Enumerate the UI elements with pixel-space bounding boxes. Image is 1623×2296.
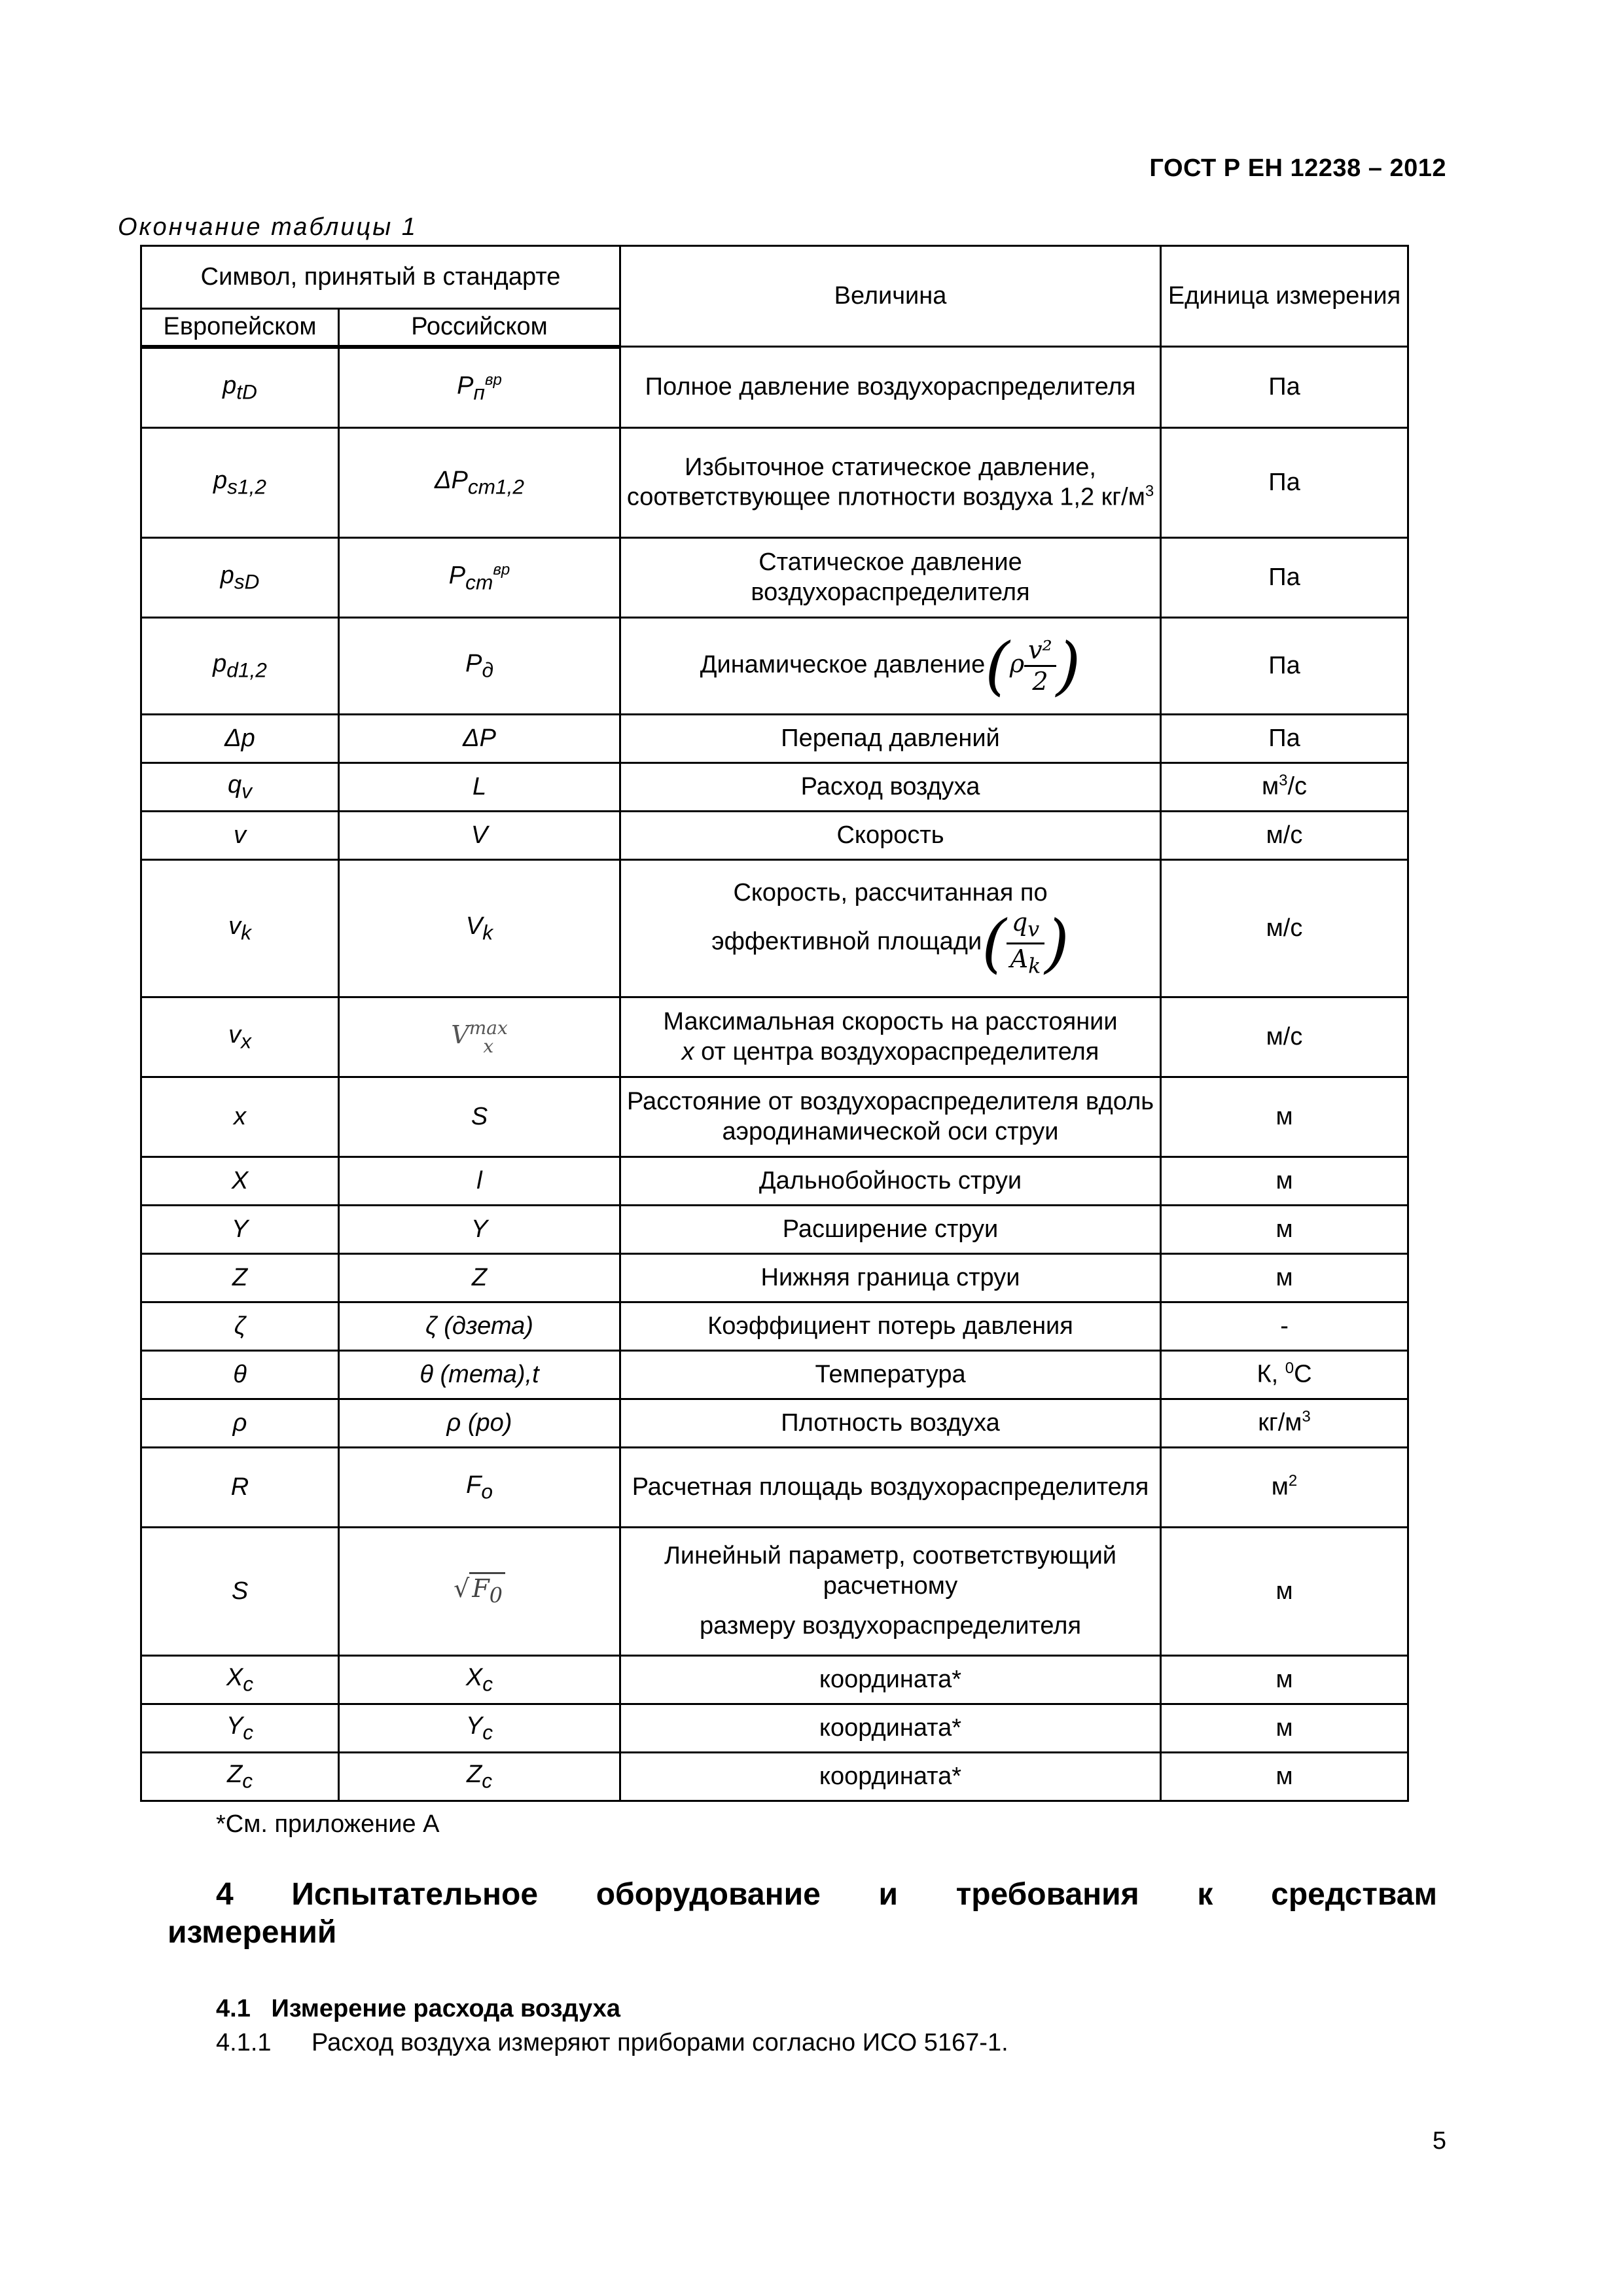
table-row [141, 1077, 1408, 1157]
denominator [1024, 667, 1056, 697]
cell-russian-symbol [339, 1254, 620, 1302]
symbol-base: P [448, 562, 466, 590]
header-russian: Российском [339, 309, 620, 347]
unit-text: кг/м [1258, 1409, 1302, 1437]
cell-quantity [620, 763, 1161, 812]
symbol-base: Δp [224, 724, 255, 752]
cell-russian-symbol [339, 860, 620, 997]
paragraph-number: 4.1.1 [216, 2029, 272, 2056]
subsection-number: 4.1 [216, 1995, 251, 2022]
cell-quantity [620, 860, 1161, 997]
unit-superscript: 3 [1302, 1408, 1311, 1426]
symbol-subscript: k [241, 920, 251, 944]
symbol-base: X [231, 1166, 249, 1194]
cell-quantity [620, 1753, 1161, 1801]
cell-russian-symbol [339, 347, 620, 428]
cell-european-symbol [141, 1254, 339, 1302]
quantity-text: Расход воздуха [800, 772, 980, 800]
subsection-4-1 [216, 1995, 620, 2023]
cell-russian-symbol [339, 715, 620, 763]
quantity-line-2 [626, 1037, 1154, 1067]
symbol-base: V [471, 821, 488, 849]
section-title-word: Испытательное [291, 1877, 539, 1912]
cell-unit [1161, 763, 1408, 812]
formula-prefix: ρ [1009, 649, 1025, 679]
cell-unit [1161, 715, 1408, 763]
paren-close: ) [1056, 629, 1081, 703]
unit-text: Па [1268, 372, 1300, 401]
symbol-base: F [472, 1574, 490, 1604]
cell-european-symbol [141, 763, 339, 812]
symbol-base: q [228, 771, 242, 799]
cell-unit [1161, 860, 1408, 997]
symbol-base: ΔP [463, 724, 496, 752]
symbol-subscript: x [241, 1029, 251, 1053]
symbol-base: P [465, 650, 482, 678]
table-row [141, 715, 1408, 763]
denominator [1007, 944, 1045, 979]
paren-close: ) [1044, 906, 1069, 980]
symbol-base: P [457, 372, 474, 400]
unit-text: К, [1257, 1361, 1285, 1389]
cell-quantity [620, 1656, 1161, 1704]
table-row [141, 1399, 1408, 1448]
unit-text: м [1275, 1762, 1293, 1790]
quantity-text: Динамическое давление [700, 651, 986, 679]
cell-russian-symbol [339, 997, 620, 1077]
cell-european-symbol [141, 997, 339, 1077]
cell-russian-symbol [339, 812, 620, 860]
cell-russian-symbol [339, 1753, 620, 1801]
unit-text: м [1275, 1215, 1293, 1243]
cell-unit [1161, 1077, 1408, 1157]
cell-european-symbol [141, 1351, 339, 1399]
unit-text-post: /с [1287, 773, 1308, 801]
table-row [141, 860, 1408, 997]
table-row [141, 538, 1408, 618]
cell-russian-symbol [339, 1206, 620, 1254]
fraction [1007, 908, 1045, 978]
symbol-base: θ (тета),t [419, 1360, 539, 1388]
symbol-base: S [471, 1102, 488, 1130]
table-row [141, 1254, 1408, 1302]
table-row [141, 997, 1408, 1077]
sqrt-radicand [469, 1572, 505, 1608]
table-row [141, 763, 1408, 812]
symbol-subscript: s1,2 [227, 475, 266, 499]
symbol-subscript: cm [465, 570, 493, 594]
cell-unit [1161, 1254, 1408, 1302]
symbol-base: v [228, 912, 241, 941]
cell-russian-symbol [339, 1399, 620, 1448]
cell-unit [1161, 1528, 1408, 1656]
table-row [141, 1656, 1408, 1704]
symbol-base: ρ [232, 1408, 247, 1437]
table-caption: Окончание таблицы 1 [118, 213, 418, 241]
cell-quantity [620, 1399, 1161, 1448]
cell-unit [1161, 1704, 1408, 1753]
table-row [141, 1704, 1408, 1753]
quantity-text: Расчетная площадь воздухораспределителя [632, 1473, 1149, 1501]
symbol-subscript: c [482, 1672, 493, 1696]
symbol-base: ζ (дзета) [425, 1312, 533, 1340]
unit-text: м [1261, 773, 1279, 801]
paragraph-text: Расход воздуха измеряют приборами согласно ИСО 5167-1. [312, 2029, 1008, 2056]
sub-sup-stack [469, 1016, 508, 1057]
symbol-base: R [230, 1473, 249, 1501]
symbol-subscript: c [243, 1720, 254, 1744]
section-title-word: и [878, 1877, 898, 1912]
cell-european-symbol [141, 347, 339, 428]
unit-text: м/с [1266, 914, 1303, 942]
symbol-base: V [465, 912, 483, 941]
unit-text: м [1275, 1713, 1293, 1742]
cell-european-symbol [141, 1206, 339, 1254]
quantity-text: Избыточное статическое давление, соответствующее плотности воздуха 1,2 кг/м [626, 453, 1145, 511]
quantity-text: эффективной площади [711, 927, 982, 956]
quantity-text: Плотность воздуха [781, 1408, 1000, 1437]
quantity-text: Расстояние от воздухораспределителя вдоль аэродинамической оси струи [626, 1088, 1154, 1145]
cell-unit [1161, 1753, 1408, 1801]
unit-text: м/с [1266, 821, 1303, 849]
page-number: 5 [1432, 2127, 1446, 2155]
quantity-text: Нижняя граница струи [760, 1263, 1020, 1291]
cell-russian-symbol [339, 538, 620, 618]
quantity-line-1: Максимальная скорость на расстоянии [663, 1008, 1118, 1035]
symbol-base: Y [231, 1215, 249, 1243]
cell-quantity [620, 1448, 1161, 1528]
unit-superscript: 3 [1279, 772, 1288, 790]
table-row [141, 1351, 1408, 1399]
table-row [141, 1448, 1408, 1528]
symbol-base: S [231, 1577, 249, 1605]
unit-superscript: 0 [1285, 1359, 1294, 1378]
paren-open: ( [982, 906, 1007, 980]
cell-quantity [620, 715, 1161, 763]
cell-russian-symbol [339, 1448, 620, 1528]
cell-unit [1161, 428, 1408, 538]
unit-text: Па [1268, 563, 1300, 591]
quantity-text: от центра воздухораспределителя [694, 1037, 1099, 1066]
cell-european-symbol [141, 812, 339, 860]
cell-russian-symbol [339, 1528, 620, 1656]
section-title-word: оборудование [596, 1877, 821, 1912]
cell-quantity [620, 1206, 1161, 1254]
header-european: Европейском [141, 309, 339, 347]
quantity-line-1: Скорость, рассчитанная по [733, 878, 1048, 906]
section-title-word: к [1197, 1877, 1213, 1912]
section-4-title-line2: измерений [168, 1914, 337, 1950]
cell-russian-symbol [339, 1656, 620, 1704]
table-row [141, 428, 1408, 538]
symbol-base: θ [233, 1360, 247, 1388]
symbol-subscript: п [473, 380, 485, 404]
symbol-base: p [213, 650, 227, 678]
numerator-sub: v [1027, 918, 1040, 942]
section-title-word: требования [955, 1877, 1139, 1912]
cell-european-symbol [141, 1448, 339, 1528]
cell-russian-symbol [339, 763, 620, 812]
quantity-line-2 [626, 908, 1154, 978]
cell-unit [1161, 1157, 1408, 1206]
cell-quantity [620, 618, 1161, 715]
cell-russian-symbol [339, 618, 620, 715]
cell-european-symbol [141, 1157, 339, 1206]
fraction [1024, 636, 1056, 697]
symbol-base: p [223, 372, 237, 400]
cell-quantity [620, 347, 1161, 428]
symbol-subscript: tD [236, 380, 257, 404]
symbol-base: V [451, 1020, 469, 1050]
cell-quantity [620, 997, 1161, 1077]
symbol-base: Z [232, 1263, 248, 1291]
cell-quantity [620, 812, 1161, 860]
unit-text: м [1271, 1473, 1289, 1501]
symbol-subscript: x [483, 1035, 494, 1057]
symbol-base: Z [466, 1761, 482, 1789]
symbol-base: p [213, 467, 228, 495]
cell-russian-symbol [339, 428, 620, 538]
unit-text: м [1275, 1102, 1293, 1130]
symbol-superscript: вр [493, 560, 510, 579]
denominator-text: A [1010, 944, 1029, 973]
symbol-base: L [472, 772, 487, 800]
symbol-subscript: k [482, 920, 493, 944]
quantity-text: Скорость [836, 821, 944, 849]
numerator-text: q [1011, 908, 1028, 937]
symbol-base: Z [471, 1263, 488, 1291]
unit-text: м [1275, 1263, 1293, 1291]
symbol-subscript: c [243, 1672, 254, 1696]
quantity-text: Полное давление воздухораспределителя [645, 372, 1136, 401]
table-row [141, 1302, 1408, 1351]
quantity-text: координата* [819, 1762, 962, 1790]
symbol-base: X [465, 1664, 483, 1692]
denominator-text: 2 [1032, 667, 1048, 696]
symbol-base: v [228, 1021, 241, 1049]
cell-quantity [620, 1302, 1161, 1351]
table-row [141, 618, 1408, 715]
symbol-base: X [226, 1664, 243, 1692]
table-row [141, 1528, 1408, 1656]
cell-quantity [620, 538, 1161, 618]
paragraph-4-1-1 [216, 2029, 1008, 2057]
cell-russian-symbol [339, 1704, 620, 1753]
cell-european-symbol [141, 1753, 339, 1801]
quantity-text: координата* [819, 1665, 962, 1693]
cell-unit [1161, 1448, 1408, 1528]
unit-superscript: 2 [1288, 1472, 1298, 1490]
symbol-subscript: 0 [489, 1584, 503, 1608]
quantity-text: Расширение струи [782, 1215, 999, 1243]
quantity-superscript: 3 [1145, 482, 1154, 501]
cell-european-symbol [141, 1704, 339, 1753]
quantity-text: Статическое давление воздухораспределителя [751, 548, 1030, 606]
symbol-base: ΔP [434, 467, 468, 495]
cell-unit [1161, 1351, 1408, 1399]
cell-european-symbol [141, 1656, 339, 1704]
cell-european-symbol [141, 618, 339, 715]
subsection-title: Измерение расхода воздуха [271, 1995, 620, 2022]
cell-quantity [620, 1704, 1161, 1753]
numerator [1007, 908, 1045, 944]
symbols-table [140, 245, 1409, 1802]
table-row [141, 1157, 1408, 1206]
header-quantity: Величина [620, 246, 1161, 347]
unit-text-post: С [1294, 1361, 1312, 1389]
unit-text: м/с [1266, 1022, 1303, 1050]
quantity-text: Перепад давлений [781, 724, 1000, 752]
cell-quantity [620, 1254, 1161, 1302]
table-row [141, 812, 1408, 860]
symbol-subscript: sD [234, 569, 260, 594]
numerator [1024, 636, 1056, 668]
quantity-text: Коэффициент потерь давления [707, 1312, 1073, 1340]
cell-european-symbol [141, 1399, 339, 1448]
unit-text: Па [1268, 651, 1300, 679]
cell-russian-symbol [339, 1157, 620, 1206]
symbol-subscript: d1,2 [226, 658, 267, 682]
quantity-text: размеру воздухораспределителя [699, 1612, 1082, 1640]
paren-open: ( [985, 629, 1010, 703]
denominator-sub: k [1028, 954, 1041, 978]
cell-unit [1161, 347, 1408, 428]
symbol-base: ρ (ро) [446, 1408, 512, 1437]
cell-unit [1161, 1399, 1408, 1448]
unit-text: Па [1268, 468, 1300, 496]
quantity-text: координата* [819, 1713, 962, 1742]
symbol-base: Z [226, 1761, 243, 1789]
cell-european-symbol [141, 1302, 339, 1351]
section-title-word: средствам [1271, 1877, 1437, 1912]
cell-european-symbol [141, 860, 339, 997]
cell-russian-symbol [339, 1302, 620, 1351]
cell-quantity [620, 1077, 1161, 1157]
unit-text: м [1275, 1665, 1293, 1693]
symbol-subscript: c [242, 1768, 253, 1793]
cell-quantity [620, 428, 1161, 538]
formula [982, 906, 1069, 980]
symbol-subscript: o [481, 1479, 493, 1503]
symbol-base: Y [465, 1712, 483, 1740]
header-symbol-group: Символ, принятый в стандарте [141, 246, 620, 309]
cell-russian-symbol [339, 1351, 620, 1399]
symbol-base: v [234, 821, 246, 849]
symbol-base: l [476, 1166, 482, 1194]
section-4-title [168, 1876, 1437, 1951]
symbol-superscript: max [469, 1016, 508, 1039]
symbol-subscript: cm1,2 [467, 475, 525, 499]
symbol-superscript: вр [484, 370, 502, 389]
sqrt-formula: √ $F_0$ [454, 1572, 505, 1603]
quantity-text: Температура [815, 1360, 966, 1388]
cell-european-symbol [141, 1528, 339, 1656]
symbol-subscript: v [241, 779, 252, 803]
numerator-text: v² [1028, 635, 1052, 664]
footnote: *См. приложение А [216, 1810, 440, 1838]
symbol-formula [451, 1016, 508, 1057]
cell-quantity [620, 1157, 1161, 1206]
cell-unit [1161, 618, 1408, 715]
unit-text: м [1275, 1577, 1293, 1605]
cell-unit [1161, 1302, 1408, 1351]
symbol-base: p [220, 562, 234, 590]
symbol-base: Y [226, 1712, 243, 1740]
table-row [141, 1753, 1408, 1801]
cell-unit [1161, 1206, 1408, 1254]
unit-text: - [1280, 1312, 1289, 1340]
standard-code: ГОСТ Р ЕН 12238 – 2012 [1149, 154, 1446, 182]
cell-unit [1161, 1656, 1408, 1704]
quantity-line-1: Линейный параметр, соответствующий расчетному [664, 1542, 1117, 1600]
symbol-base: x [234, 1102, 246, 1130]
quantity-text: Дальнобойность струи [758, 1166, 1022, 1194]
symbol-base: F [466, 1471, 482, 1499]
cell-quantity [620, 1528, 1161, 1656]
section-number: 4 [216, 1877, 234, 1912]
cell-european-symbol [141, 715, 339, 763]
unit-text: м [1275, 1166, 1293, 1194]
cell-quantity [620, 1351, 1161, 1399]
cell-european-symbol [141, 538, 339, 618]
symbol-base: Y [471, 1215, 488, 1243]
unit-text: Па [1268, 724, 1300, 752]
cell-unit [1161, 538, 1408, 618]
symbol-subscript: д [482, 658, 493, 682]
cell-russian-symbol [339, 1077, 620, 1157]
cell-unit [1161, 812, 1408, 860]
cell-european-symbol [141, 428, 339, 538]
symbol-base: ζ [234, 1312, 246, 1340]
table-row [141, 1206, 1408, 1254]
cell-unit [1161, 997, 1408, 1077]
table-row [141, 347, 1408, 428]
quantity-italic: x [681, 1037, 694, 1066]
header-unit: Единица измерения [1161, 246, 1408, 347]
formula [985, 629, 1081, 703]
symbol-subscript: c [482, 1720, 493, 1744]
symbol-subscript: c [482, 1768, 493, 1793]
quantity-line-2 [626, 1611, 1154, 1641]
cell-european-symbol [141, 1077, 339, 1157]
